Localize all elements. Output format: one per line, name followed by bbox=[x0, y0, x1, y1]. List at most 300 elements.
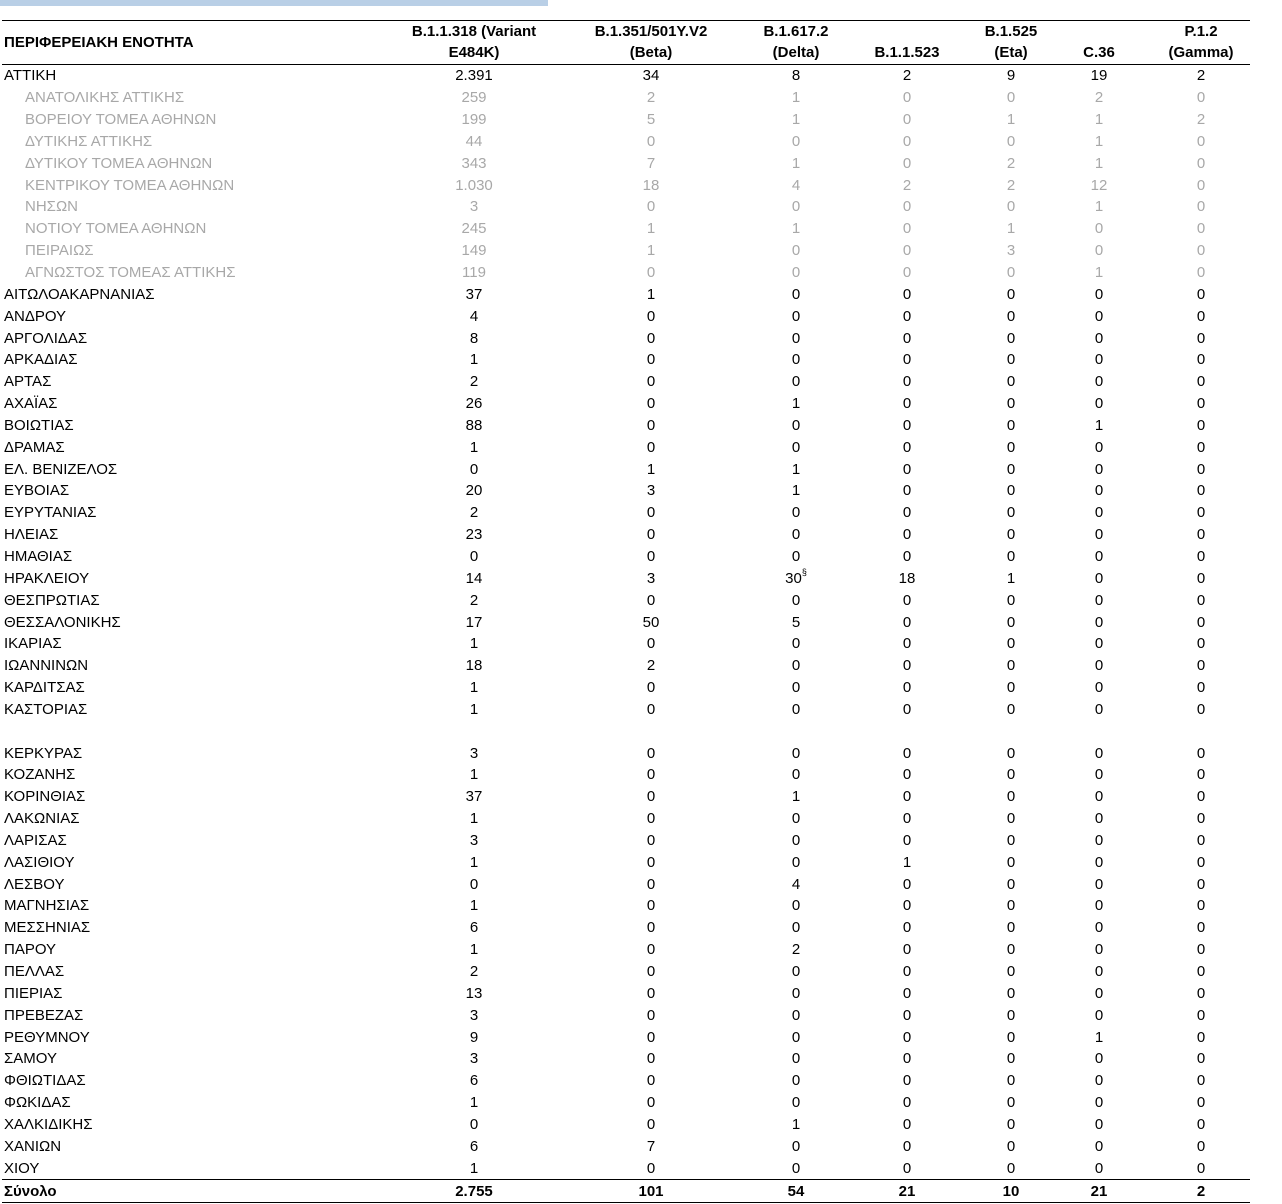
value-cell: 14 bbox=[465, 569, 483, 587]
value-cell: 0 bbox=[1006, 919, 1016, 937]
region-row bbox=[2, 502, 1250, 524]
value-cell: 12 bbox=[1090, 176, 1108, 194]
region-name-cell: ΧΑΝΙΩΝ bbox=[4, 1137, 62, 1155]
top-accent-bar bbox=[0, 0, 548, 6]
region-row bbox=[2, 371, 1250, 393]
value-cell: 0 bbox=[1094, 1137, 1104, 1155]
value-cell: 0 bbox=[646, 1115, 656, 1133]
table-body bbox=[2, 65, 1250, 1180]
value-cell: 0 bbox=[902, 307, 912, 325]
value-cell: 0 bbox=[1196, 1137, 1206, 1155]
header-variant bbox=[400, 21, 548, 65]
value-cell: 0 bbox=[902, 963, 912, 981]
value-cell: 0 bbox=[1094, 547, 1104, 565]
value-cell: 0 bbox=[646, 504, 656, 522]
header-region bbox=[2, 21, 400, 65]
value-cell: 1 bbox=[791, 111, 801, 129]
region-row bbox=[2, 873, 1250, 895]
value-cell: 0 bbox=[791, 831, 801, 849]
value-cell: 1 bbox=[1094, 132, 1104, 150]
region-name-cell: ΝΟΤΙΟΥ ΤΟΜΕΑ ΑΘΗΝΩΝ bbox=[25, 220, 207, 238]
region-row bbox=[2, 393, 1250, 415]
region-name-cell: ΛΑΡΙΣΑΣ bbox=[4, 831, 67, 849]
value-cell: 0 bbox=[646, 351, 656, 369]
header-label-line: ΠΕΡΙΦΕΡΕΙΑΚΗ ΕΝΟΤΗΤΑ bbox=[4, 33, 194, 51]
value-cell: 0 bbox=[1094, 700, 1104, 718]
region-name-cell: ΦΩΚΙΔΑΣ bbox=[4, 1094, 71, 1112]
value-cell: 5 bbox=[646, 111, 656, 129]
total-value-cell: 2 bbox=[1152, 1180, 1250, 1203]
value-cell: 0 bbox=[1006, 373, 1016, 391]
value-cell: 0 bbox=[1196, 198, 1206, 216]
value-cell: 1 bbox=[469, 1159, 479, 1177]
value-cell: 0 bbox=[791, 1028, 801, 1046]
region-row bbox=[2, 589, 1250, 611]
value-cell: 0 bbox=[791, 351, 801, 369]
value-cell: 2.391 bbox=[455, 67, 493, 85]
value-cell: 37 bbox=[465, 285, 483, 303]
total-label-cell: Σύνολο bbox=[2, 1180, 400, 1203]
header-label-line: B.1.617.2 bbox=[763, 23, 829, 40]
value-cell: 0 bbox=[902, 1006, 912, 1024]
region-row bbox=[2, 961, 1250, 983]
region-name-cell: ΕΥΡΥΤΑΝΙΑΣ bbox=[4, 504, 97, 522]
value-cell: 0 bbox=[1006, 679, 1016, 697]
value-cell: 2 bbox=[469, 591, 479, 609]
value-cell: 0 bbox=[902, 591, 912, 609]
value-cell: 1 bbox=[1094, 264, 1104, 282]
region-row bbox=[2, 677, 1250, 699]
header-label-line: E484K) bbox=[448, 44, 500, 61]
value-cell: 0 bbox=[1006, 1028, 1016, 1046]
value-cell: 0 bbox=[791, 591, 801, 609]
value-cell: 6 bbox=[469, 919, 479, 937]
value-cell: 0 bbox=[1006, 591, 1016, 609]
value-cell: 0 bbox=[791, 984, 801, 1002]
value-cell: 0 bbox=[1006, 657, 1016, 675]
value-cell: 0 bbox=[902, 154, 912, 172]
value-cell: 0 bbox=[902, 831, 912, 849]
value-cell: 0 bbox=[646, 875, 656, 893]
value-cell: 17 bbox=[465, 613, 483, 631]
value-cell: 0 bbox=[791, 264, 801, 282]
value-cell: 0 bbox=[1006, 198, 1016, 216]
value-cell: 0 bbox=[1006, 264, 1016, 282]
value-cell: 18 bbox=[642, 176, 660, 194]
value-cell: 0 bbox=[1094, 897, 1104, 915]
value-cell: 0 bbox=[902, 373, 912, 391]
value-cell: 0 bbox=[1006, 853, 1016, 871]
region-name-cell: ΧΑΛΚΙΔΙΚΗΣ bbox=[4, 1115, 93, 1133]
region-name-cell: ΔΡΑΜΑΣ bbox=[4, 438, 65, 456]
value-cell: 0 bbox=[1006, 547, 1016, 565]
value-cell: 0 bbox=[1196, 831, 1206, 849]
value-cell: 3 bbox=[469, 198, 479, 216]
value-cell: 0 bbox=[902, 700, 912, 718]
header-label-line: (Gamma) bbox=[1168, 44, 1234, 61]
header-label-line: B.1.1.318 (Variant bbox=[411, 23, 537, 40]
value-cell: 1 bbox=[469, 438, 479, 456]
value-cell: 0 bbox=[1094, 460, 1104, 478]
region-row bbox=[2, 1048, 1250, 1070]
value-cell: 0 bbox=[1006, 1115, 1016, 1133]
value-cell: 0 bbox=[902, 351, 912, 369]
spacer-cell bbox=[400, 720, 548, 742]
region-name-cell: ΑΓΝΩΣΤΟΣ ΤΟΜΕΑΣ ΑΤΤΙΚΗΣ bbox=[25, 264, 236, 282]
value-cell: 0 bbox=[1006, 744, 1016, 762]
value-cell: 0 bbox=[902, 329, 912, 347]
value-cell: 0 bbox=[1094, 482, 1104, 500]
value-cell: 0 bbox=[646, 1006, 656, 1024]
region-name-cell: ΠΕΙΡΑΙΩΣ bbox=[25, 242, 94, 260]
value-cell: 2 bbox=[902, 67, 912, 85]
header-label-line: B.1.351/501Y.V2 bbox=[594, 23, 708, 40]
value-cell: 1 bbox=[1094, 111, 1104, 129]
value-cell: 5 bbox=[791, 613, 801, 631]
value-cell: 0 bbox=[1094, 766, 1104, 784]
value-cell: 0 bbox=[902, 89, 912, 107]
subregion-row bbox=[2, 109, 1250, 131]
value-cell: 0 bbox=[1006, 1006, 1016, 1024]
value-cell: 245 bbox=[461, 220, 487, 238]
region-name-cell: ΛΑΣΙΘΙΟΥ bbox=[4, 853, 75, 871]
value-cell: 0 bbox=[646, 679, 656, 697]
value-cell: 0 bbox=[1006, 963, 1016, 981]
value-cell: 1 bbox=[1006, 220, 1016, 238]
value-cell: 0 bbox=[1196, 1050, 1206, 1068]
value-cell: 0 bbox=[902, 657, 912, 675]
value-cell: 0 bbox=[1196, 700, 1206, 718]
value-cell: 0 bbox=[1196, 744, 1206, 762]
value-cell: 0 bbox=[646, 526, 656, 544]
value-cell: 0 bbox=[646, 1028, 656, 1046]
region-name-cell: ΛΑΚΩΝΙΑΣ bbox=[4, 810, 80, 828]
value-cell: 3 bbox=[469, 744, 479, 762]
value-cell: 0 bbox=[646, 198, 656, 216]
value-cell: 0 bbox=[1006, 351, 1016, 369]
value-cell: 0 bbox=[902, 285, 912, 303]
value-cell: 0 bbox=[902, 482, 912, 500]
value-cell: 0 bbox=[902, 264, 912, 282]
region-row bbox=[2, 830, 1250, 852]
value-cell: 0 bbox=[902, 111, 912, 129]
value-cell: 0 bbox=[1196, 919, 1206, 937]
value-cell: 0 bbox=[902, 744, 912, 762]
table-header bbox=[2, 21, 1250, 65]
value-cell: 0 bbox=[1094, 329, 1104, 347]
value-cell: 8 bbox=[469, 329, 479, 347]
value-cell: 0 bbox=[902, 242, 912, 260]
value-cell: 0 bbox=[1094, 307, 1104, 325]
region-row bbox=[2, 1157, 1250, 1179]
region-name-cell: ΚΟΖΑΝΗΣ bbox=[4, 766, 76, 784]
value-cell: 0 bbox=[791, 963, 801, 981]
spacer-cell bbox=[838, 720, 976, 742]
value-cell: 6 bbox=[469, 1072, 479, 1090]
region-name-cell: ΜΕΣΣΗΝΙΑΣ bbox=[4, 919, 91, 937]
value-cell: 119 bbox=[462, 264, 486, 282]
region-row bbox=[2, 1092, 1250, 1114]
value-cell: 0 bbox=[791, 1094, 801, 1112]
value-cell: 0 bbox=[902, 220, 912, 238]
value-cell: 1 bbox=[469, 635, 479, 653]
value-cell: 0 bbox=[1006, 1159, 1016, 1177]
total-value-cell: 10 bbox=[976, 1180, 1046, 1203]
region-row bbox=[2, 283, 1250, 305]
region-name-cell: ΑΝΑΤΟΛΙΚΗΣ ΑΤΤΙΚΗΣ bbox=[25, 89, 185, 107]
value-cell: 259 bbox=[461, 89, 487, 107]
value-cell: 0 bbox=[646, 1159, 656, 1177]
value-cell: 0 bbox=[1094, 831, 1104, 849]
value-cell: 0 bbox=[1094, 788, 1104, 806]
region-row bbox=[2, 327, 1250, 349]
value-cell: 0 bbox=[902, 984, 912, 1002]
value-cell: 18 bbox=[465, 657, 483, 675]
region-row bbox=[2, 611, 1250, 633]
region-name-cell: ΠΕΛΛΑΣ bbox=[4, 963, 65, 981]
region-name-cell: ΗΜΑΘΙΑΣ bbox=[4, 547, 73, 565]
value-cell: 0 bbox=[791, 1159, 801, 1177]
region-row bbox=[2, 698, 1250, 720]
value-cell: 1 bbox=[469, 351, 479, 369]
value-cell: 44 bbox=[465, 132, 483, 150]
total-value-cell: 54 bbox=[754, 1180, 838, 1203]
value-cell: 2 bbox=[1196, 67, 1206, 85]
value-cell: 0 bbox=[1006, 438, 1016, 456]
value-cell: 1 bbox=[1006, 111, 1016, 129]
value-cell: 0 bbox=[902, 1050, 912, 1068]
value-cell: 26 bbox=[465, 395, 483, 413]
spacer-cell bbox=[976, 720, 1046, 742]
value-cell: 0 bbox=[791, 198, 801, 216]
spacer-cell bbox=[1152, 720, 1250, 742]
value-cell: 0 bbox=[1094, 657, 1104, 675]
spacer-cell bbox=[1046, 720, 1152, 742]
region-row bbox=[2, 1004, 1250, 1026]
value-cell: 0 bbox=[1196, 657, 1206, 675]
value-cell: 0 bbox=[791, 853, 801, 871]
value-cell: 0 bbox=[1006, 307, 1016, 325]
value-cell: 0 bbox=[791, 700, 801, 718]
value-cell: 0 bbox=[646, 919, 656, 937]
table-footer bbox=[2, 1180, 1250, 1203]
value-cell: 0 bbox=[1196, 373, 1206, 391]
region-row bbox=[2, 764, 1250, 786]
region-name-cell: ΣΑΜΟΥ bbox=[4, 1050, 57, 1068]
value-cell: 0 bbox=[1094, 963, 1104, 981]
value-cell: 1 bbox=[646, 285, 656, 303]
region-row bbox=[2, 1135, 1250, 1157]
value-cell: 0 bbox=[1196, 1159, 1206, 1177]
value-cell: 0 bbox=[1196, 329, 1206, 347]
value-cell: 0 bbox=[791, 416, 801, 434]
value-cell: 3 bbox=[646, 569, 656, 587]
region-row bbox=[2, 786, 1250, 808]
value-cell: 0 bbox=[791, 1006, 801, 1024]
subregion-row bbox=[2, 240, 1250, 262]
value-cell: 199 bbox=[461, 111, 487, 129]
value-cell: 2 bbox=[646, 657, 656, 675]
total-value-cell: 2.755 bbox=[400, 1180, 548, 1203]
region-row bbox=[2, 633, 1250, 655]
value-cell: 1 bbox=[469, 766, 479, 784]
region-name-cell: ΙΩΑΝΝΙΝΩΝ bbox=[4, 657, 89, 675]
value-cell: 34 bbox=[642, 67, 660, 85]
value-cell: 1 bbox=[469, 853, 479, 871]
value-cell: 0 bbox=[1196, 1028, 1206, 1046]
value-cell: 1 bbox=[1094, 416, 1104, 434]
value-cell: 0 bbox=[646, 1094, 656, 1112]
value-cell: 0 bbox=[902, 395, 912, 413]
value-cell: 0 bbox=[646, 744, 656, 762]
subregion-row bbox=[2, 262, 1250, 284]
value-cell: 1 bbox=[1094, 1028, 1104, 1046]
value-cell: 8 bbox=[791, 67, 801, 85]
total-value-cell: 21 bbox=[1046, 1180, 1152, 1203]
value-cell: 0 bbox=[1006, 132, 1016, 150]
value-cell: 0 bbox=[1196, 89, 1206, 107]
value-cell: 0 bbox=[1196, 941, 1206, 959]
value-cell: 0 bbox=[791, 679, 801, 697]
value-cell: 0 bbox=[1006, 395, 1016, 413]
header-label-line: (Beta) bbox=[629, 44, 673, 61]
value-cell: 0 bbox=[1196, 963, 1206, 981]
region-row bbox=[2, 415, 1250, 437]
value-cell: 0 bbox=[1196, 897, 1206, 915]
value-cell: 149 bbox=[461, 242, 487, 260]
value-cell: 30§ bbox=[785, 566, 807, 587]
value-cell: 0 bbox=[902, 766, 912, 784]
value-cell: 4 bbox=[791, 176, 801, 194]
region-row bbox=[2, 808, 1250, 830]
region-name-cell: ΝΗΣΩΝ bbox=[25, 198, 78, 216]
value-cell: 0 bbox=[902, 810, 912, 828]
value-cell: 1 bbox=[791, 788, 801, 806]
value-cell: 0 bbox=[1196, 176, 1206, 194]
value-cell: 0 bbox=[791, 919, 801, 937]
value-cell: 3 bbox=[646, 482, 656, 500]
spacer-cell bbox=[548, 720, 754, 742]
value-cell: 20 bbox=[465, 482, 483, 500]
value-cell: 0 bbox=[1196, 285, 1206, 303]
value-cell: 0 bbox=[646, 831, 656, 849]
region-name-cell: ΔΥΤΙΚΟΥ ΤΟΜΕΑ ΑΘΗΝΩΝ bbox=[25, 154, 213, 172]
value-cell: 0 bbox=[1094, 1072, 1104, 1090]
value-cell: 0 bbox=[1196, 853, 1206, 871]
value-cell: 0 bbox=[1196, 220, 1206, 238]
value-cell: 0 bbox=[1094, 919, 1104, 937]
value-cell: 6 bbox=[469, 1137, 479, 1155]
value-cell: 2 bbox=[469, 504, 479, 522]
value-cell: 0 bbox=[1196, 569, 1206, 587]
value-cell: 2 bbox=[1006, 154, 1016, 172]
region-row bbox=[2, 305, 1250, 327]
value-cell: 0 bbox=[646, 264, 656, 282]
region-row bbox=[2, 349, 1250, 371]
region-name-cell: ΗΡΑΚΛΕΙΟΥ bbox=[4, 569, 90, 587]
value-cell: 9 bbox=[1006, 67, 1016, 85]
value-cell: 0 bbox=[791, 373, 801, 391]
value-cell: 2 bbox=[1196, 111, 1206, 129]
value-cell: 0 bbox=[1196, 1115, 1206, 1133]
region-row bbox=[2, 546, 1250, 568]
value-cell: 0 bbox=[1094, 569, 1104, 587]
total-value-cell: 21 bbox=[838, 1180, 976, 1203]
value-cell: 0 bbox=[1006, 941, 1016, 959]
region-name-cell: ΑΡΤΑΣ bbox=[4, 373, 52, 391]
value-cell: 0 bbox=[1094, 285, 1104, 303]
value-cell: 0 bbox=[1094, 395, 1104, 413]
value-cell: 3 bbox=[469, 1050, 479, 1068]
value-cell: 1 bbox=[791, 89, 801, 107]
value-cell: 1 bbox=[791, 482, 801, 500]
value-cell: 0 bbox=[1006, 1137, 1016, 1155]
value-cell: 0 bbox=[1006, 766, 1016, 784]
value-cell: 0 bbox=[1196, 307, 1206, 325]
value-cell: 0 bbox=[791, 285, 801, 303]
value-cell: 0 bbox=[1196, 526, 1206, 544]
value-cell: 1 bbox=[1094, 198, 1104, 216]
value-cell: 0 bbox=[1196, 242, 1206, 260]
value-cell: 0 bbox=[902, 504, 912, 522]
value-cell: 0 bbox=[1094, 875, 1104, 893]
value-cell: 0 bbox=[902, 460, 912, 478]
value-cell: 0 bbox=[646, 329, 656, 347]
subregion-row bbox=[2, 174, 1250, 196]
value-cell: 0 bbox=[646, 438, 656, 456]
value-cell: 23 bbox=[465, 526, 483, 544]
region-name-cell: ΦΘΙΩΤΙΔΑΣ bbox=[4, 1072, 86, 1090]
header-variant bbox=[976, 21, 1046, 65]
value-cell: 1 bbox=[646, 220, 656, 238]
subregion-row bbox=[2, 218, 1250, 240]
value-cell: 0 bbox=[1196, 438, 1206, 456]
value-cell: 0 bbox=[1006, 613, 1016, 631]
value-cell: 0 bbox=[1006, 504, 1016, 522]
value-cell: 0 bbox=[902, 1137, 912, 1155]
value-cell: 0 bbox=[1094, 810, 1104, 828]
value-cell: 0 bbox=[1196, 1094, 1206, 1112]
value-cell: 18 bbox=[898, 569, 916, 587]
region-name-cell: ΘΕΣΣΑΛΟΝΙΚΗΣ bbox=[4, 613, 121, 631]
value-cell: 0 bbox=[1006, 89, 1016, 107]
value-cell: 0 bbox=[1094, 242, 1104, 260]
value-cell: 0 bbox=[791, 1137, 801, 1155]
value-cell: 0 bbox=[902, 438, 912, 456]
value-cell: 0 bbox=[469, 1115, 479, 1133]
value-cell: 0 bbox=[1094, 1094, 1104, 1112]
region-row bbox=[2, 1114, 1250, 1136]
value-cell: 1 bbox=[469, 1094, 479, 1112]
region-name-cell: ΔΥΤΙΚΗΣ ΑΤΤΙΚΗΣ bbox=[25, 132, 153, 150]
region-row bbox=[2, 982, 1250, 1004]
value-cell: 0 bbox=[902, 198, 912, 216]
region-row bbox=[2, 742, 1250, 764]
value-cell: 0 bbox=[1006, 1072, 1016, 1090]
value-cell: 0 bbox=[646, 897, 656, 915]
value-cell: 0 bbox=[1094, 526, 1104, 544]
value-cell: 0 bbox=[1006, 984, 1016, 1002]
value-cell: 0 bbox=[1006, 285, 1016, 303]
value-cell: 1 bbox=[646, 460, 656, 478]
value-cell: 0 bbox=[902, 1094, 912, 1112]
value-cell: 0 bbox=[1094, 351, 1104, 369]
value-cell: 0 bbox=[902, 526, 912, 544]
region-name-cell: ΚΟΡΙΝΘΙΑΣ bbox=[4, 788, 86, 806]
value-cell: 0 bbox=[1196, 482, 1206, 500]
region-name-cell: ΡΕΘΥΜΝΟΥ bbox=[4, 1028, 90, 1046]
header-label-line: B.1.525 bbox=[984, 23, 1038, 40]
